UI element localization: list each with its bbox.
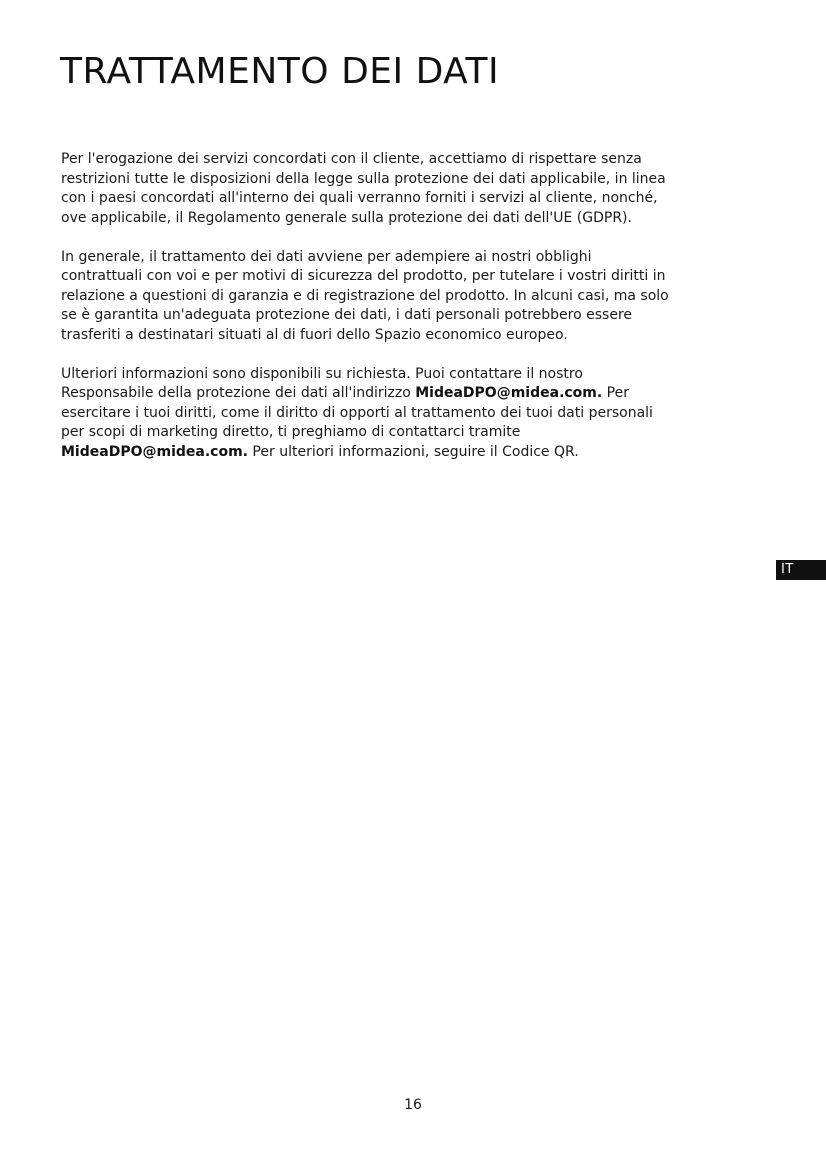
text-line: Ulteriori informazioni sono disponibili su richiesta. Puoi contattare il nostro — [61, 365, 583, 382]
text-segment: Per ulteriori informazioni, seguire il Codice QR. — [247, 443, 579, 460]
text-segment: Per — [602, 385, 629, 401]
text-line: relazione a questioni di garanzia e di registrazione del prodotto. In alcuni casi, ma solo — [61, 287, 669, 304]
text-line — [61, 384, 761, 404]
dpo-email-link[interactable]: MideaDPO@midea.com. — [415, 385, 603, 401]
dpo-email-link[interactable]: MideaDPO@midea.com. — [61, 443, 248, 460]
text-line: contrattuali con voi e per motivi di sicurezza del prodotto, per tutelare i vostri diritti in — [61, 268, 666, 284]
text-line: ove applicabile, il Regolamento generale sulla protezione dei dati dell'UE (GDPR). — [61, 209, 632, 226]
text-line: per scopi di marketing diretto, ti preghiamo di contattarci tramite — [61, 424, 521, 440]
language-tab: IT — [776, 560, 826, 580]
paragraph-contact-info — [61, 365, 761, 463]
text-line: Per l'erogazione dei servizi concordati con il cliente, accettiamo di rispettare senza — [61, 151, 642, 167]
text-line: esercitare i tuoi diritti, come il diritto di opporti al trattamento dei tuoi dati personali — [61, 404, 653, 421]
data-processing-body — [61, 150, 761, 462]
text-line: In generale, il trattamento dei dati avviene per adempiere ai nostri obblighi — [61, 248, 592, 265]
page-title: TRATTAMENTO DEI DATI — [60, 51, 500, 92]
paragraph-processing-purpose — [61, 248, 761, 346]
paragraph-gdpr-compliance — [61, 150, 761, 228]
text-line: restrizioni tutte le disposizioni della legge sulla protezione dei dati applicabile, in linea — [61, 170, 666, 187]
text-line — [61, 443, 761, 463]
page-number: 16 — [404, 1097, 422, 1113]
text-line: se è garantita un'adeguata protezione dei dati, i dati personali potrebbero essere — [61, 307, 633, 323]
text-segment: Responsabile della protezione dei dati all'indirizzo — [61, 385, 416, 401]
text-line: con i paesi concordati all'interno dei quali verranno forniti i servizi al cliente, nonché, — [61, 190, 658, 206]
text-line: trasferiti a destinatari situati al di fuori dello Spazio economico europeo. — [61, 326, 568, 343]
